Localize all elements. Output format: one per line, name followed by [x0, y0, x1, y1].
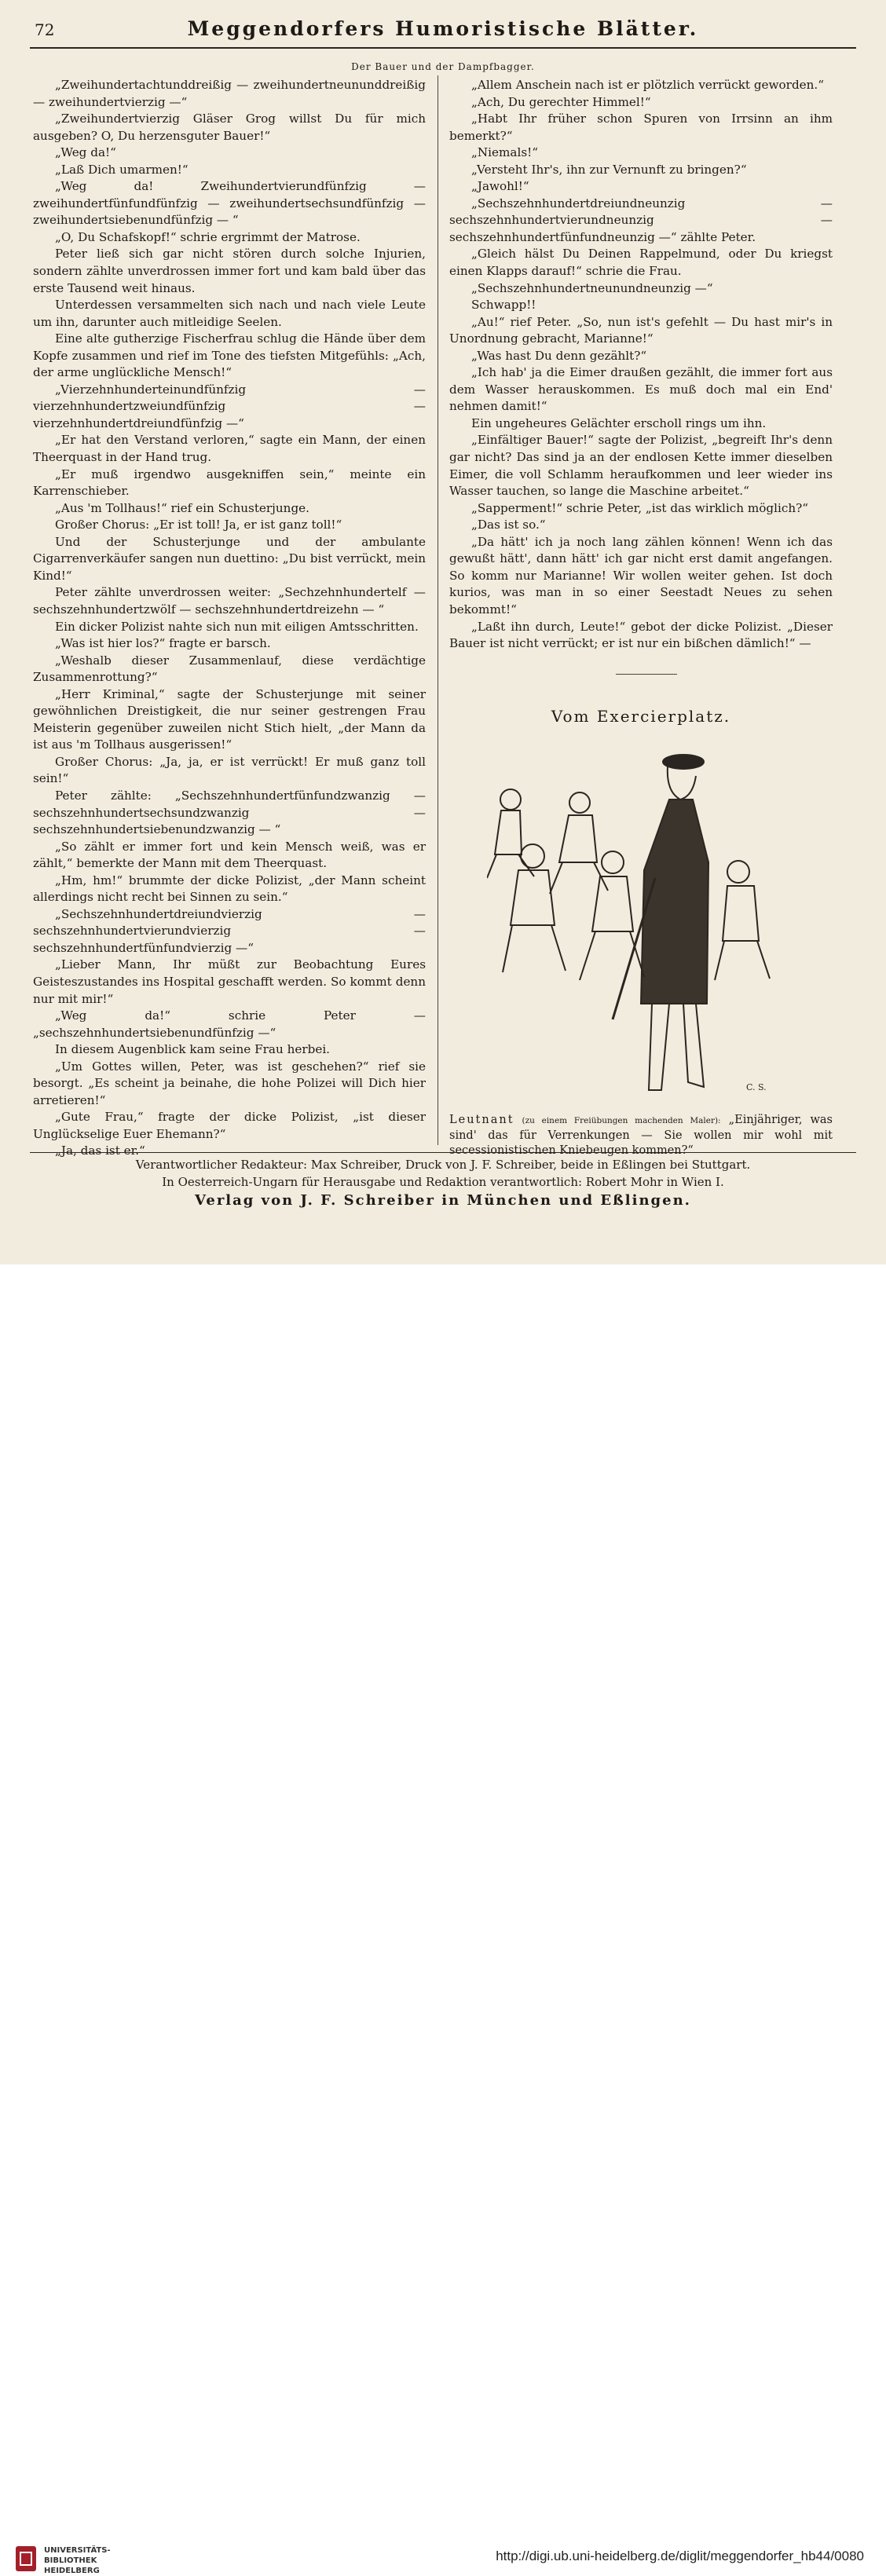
section-divider — [616, 674, 677, 675]
paragraph: „Er hat den Verstand verloren,“ sagte ein Mann, der einen Theerquast in der Hand trug. — [33, 433, 426, 465]
paragraph: Schwapp!! — [471, 298, 536, 313]
paragraph: Unterdessen versammelten sich nach und nach viele Leute um ihn, darunter auch mitleidige Seelen. — [33, 298, 426, 329]
university-seal-icon — [14, 2543, 38, 2574]
paragraph: „Niemals!“ — [471, 145, 538, 160]
svg-text:C. S.: C. S. — [746, 1082, 767, 1092]
paragraph: „Sechszehnhundertneunundneunzig —“ — [471, 280, 713, 295]
source-url-link[interactable]: http://digi.ub.uni-heidelberg.de/diglit/meggendorfer_hb44/0080 — [496, 2549, 864, 2563]
paragraph: „Habt Ihr früher schon Spuren von Irrsinn an ihm bemerkt?“ — [449, 112, 833, 143]
paragraph: Peter ließ sich gar nicht stören durch solche Injurien, sondern zählte unverdrossen immer fort und kam bald über das erste Tausend weit hinaus. — [33, 247, 426, 295]
paragraph: Großer Chorus: „Ja, ja, er ist verrückt! Er muß ganz toll sein!“ — [33, 754, 426, 786]
caption-speaker: Leutnant — [449, 1114, 514, 1126]
paragraph: „Er muß irgendwo ausgekniffen sein,“ meinte ein Karrenschieber. — [33, 467, 426, 499]
paragraph: „Weshalb dieser Zusammenlauf, diese verdächtige Zusammenrottung?“ — [33, 653, 426, 685]
paragraph: „Jawohl!“ — [471, 179, 529, 194]
paragraph: „O, Du Schafskopf!“ schrie ergrimmt der Matrose. — [55, 229, 361, 244]
paragraph: „Das ist so.“ — [471, 518, 546, 532]
paragraph: Peter zählte: „Sechszehnhundertfünfundzwanzig — sechszehnhundertsechsundzwanzig — sechszehnhundertsiebenundzwanzig — “ — [33, 788, 426, 837]
caption-text: „Einjähriger, was sind' das für Verrenkungen — Sie wollen mir wohl mit secessionistischen Kniebeugen kommen?“ — [449, 1114, 833, 1157]
library-name: UNIVERSITÄTS- BIBLIOTHEK HEIDELBERG — [44, 2546, 111, 2575]
page-sheet — [0, 0, 886, 1264]
paragraph: „Aus 'm Tollhaus!“ rief ein Schusterjunge. — [55, 500, 309, 515]
paragraph: Ein dicker Polizist nahte sich nun mit eiligen Amtsschritten. — [55, 619, 419, 634]
paragraph: „Zweihundertvierzig Gläser Grog willst Du für mich ausgeben? O, Du herzensguter Bauer!“ — [33, 112, 426, 143]
paragraph: „Zweihundertachtunddreißig — zweihundertneununddreißig — zweihundertvierzig —“ — [33, 78, 426, 109]
header-rule — [30, 47, 856, 49]
paragraph: Ein ungeheures Gelächter erscholl rings um ihn. — [471, 415, 767, 430]
paragraph: „Da hätt' ich ja noch lang zählen können! Wenn ich das gewußt hätt', dann hätt' ich gar nicht erst damit angefangen. So komm nur Marianne! Wir wollen weiter gehen. Ist doch kurios, was man in so einer Seestadt Neues zu sehen bekommt!“ — [449, 534, 833, 617]
paragraph: „Hm, hm!“ brummte der dicke Polizist, „der Mann scheint allerdings nicht recht bei Sinnen zu sein.“ — [33, 873, 426, 905]
paragraph: „Au!“ rief Peter. „So, nun ist's gefehlt — Du hast mir's in Unordnung gebracht, Marianne!“ — [449, 314, 833, 346]
paragraph: „Herr Kriminal,“ sagte der Schusterjunge mit seiner gewöhnlichen Dreistigkeit, die nur seiner gestrengen Frau Meisterin gegenüber zuweilen nicht Stich hielt, „der Mann da ist aus 'm Tollhaus ausgerissen!“ — [33, 686, 426, 752]
paragraph: „Gute Frau,“ fragte der dicke Polizist, „ist dieser Unglückselige Euer Ehemann?“ — [33, 1110, 426, 1141]
paragraph: „Ich hab' ja die Eimer draußen gezählt, die immer fort aus dem Wasser herauskommen. Es muß doch mal ein End' nehmen damit!“ — [449, 365, 833, 414]
paragraph: „Vierzehnhunderteinundfünfzig — vierzehnhundertzweiundfünfzig — vierzehnhundertdreiundfünfzig —“ — [33, 382, 426, 430]
footer-publisher-line: Verlag von J. F. Schreiber in München und Eßlingen. — [195, 1192, 691, 1209]
paragraph: Peter zählte unverdrossen weiter: „Sechzehnhundertelf — sechszehnhundertzwölf — sechszehnhundertdreizehn — “ — [33, 585, 426, 617]
right-column — [449, 77, 833, 690]
paragraph: „Sechszehnhundertdreiundvierzig — sechszehnhundertvierundvierzig — sechszehnhundertfünfundvierzig —“ — [33, 906, 426, 955]
caption-note: (zu einem Freiübungen machenden Maler): — [522, 1116, 721, 1125]
footer-editor-line: Verantwortlicher Redakteur: Max Schreiber, Druck von J. F. Schreiber, beide in Eßlingen bei Stuttgart. — [135, 1158, 751, 1172]
paragraph: „Was ist hier los?“ fragte er barsch. — [55, 636, 271, 651]
magazine-title: Meggendorfers Humoristische Blätter. — [187, 17, 699, 40]
paragraph: Eine alte gutherzige Fischerfrau schlug die Hände über dem Kopfe zusammen und rief im Tone des tiefsten Mitgefühls: „Ach, der arme unglückliche Mensch!“ — [33, 331, 426, 380]
page-number: 72 — [35, 20, 55, 39]
cartoon-illustration — [487, 745, 825, 1114]
paragraph: „Gleich hälst Du Deinen Rappelmund, oder Du kriegst einen Klapps darauf!“ schrie die Frau. — [449, 247, 833, 279]
paragraph: „Laß Dich umarmen!“ — [55, 162, 189, 177]
paragraph: Großer Chorus: „Er ist toll! Ja, er ist ganz toll!“ — [55, 518, 342, 532]
paragraph: „So zählt er immer fort und kein Mensch weiß, was er zählt,“ bemerkte der Mann mit dem Theerquast. — [33, 839, 426, 871]
library-bar — [0, 1264, 886, 2575]
paragraph: „Weg da! Zweihundertvierundfünfzig — zweihundertfünfundfünfzig — zweihundertsechsundfünfzig — zweihundertsiebenundfünfzig — “ — [33, 179, 426, 228]
paragraph: „Sechszehnhundertdreiundneunzig — sechszehnhundertvierundneunzig — sechszehnhundertfünfundneunzig —“ zählte Peter. — [449, 196, 833, 244]
paragraph: „Weg da!“ schrie Peter — „sechszehnhundertsiebenundfünfzig —“ — [33, 1008, 426, 1040]
paragraph: „Lieber Mann, Ihr müßt zur Beobachtung Eures Geisteszustandes ins Hospital geschafft werden. So kommt denn nur mit mir!“ — [33, 957, 426, 1006]
paragraph: In diesem Augenblick kam seine Frau herbei. — [55, 1042, 331, 1057]
paragraph: „Sapperment!“ schrie Peter, „ist das wirklich möglich?“ — [471, 500, 809, 515]
footer-rule — [30, 1152, 856, 1153]
paragraph: „Was hast Du denn gezählt?“ — [471, 348, 647, 363]
paragraph: „Allem Anschein nach ist er plötzlich verrückt geworden.“ — [471, 78, 825, 92]
illustration-title: Vom Exercierplatz. — [551, 707, 731, 726]
left-column — [33, 77, 426, 1158]
footer-austria-line: In Oesterreich-Ungarn für Herausgabe und Redaktion verantwortlich: Robert Mohr in Wien I. — [162, 1175, 724, 1189]
story-subtitle: Der Bauer und der Dampfbagger. — [351, 61, 535, 72]
paragraph: Und der Schusterjunge und der ambulante Cigarrenverkäufer sangen nun duettino: „Du bist verrückt, mein Kind!“ — [33, 534, 426, 583]
paragraph: „Einfältiger Bauer!“ sagte der Polizist, „begreift Ihr's denn gar nicht? Das sind ja an der endlosen Kette immer dieselben Eimer, die voll Schlamm heraufkommen und leer wieder ins Wasser tauchen, so lange die Maschine arbeitet.“ — [449, 433, 833, 499]
paragraph: „Versteht Ihr's, ihn zur Vernunft zu bringen?“ — [471, 162, 747, 177]
paragraph: „Ja, das ist er.“ — [55, 1143, 145, 1158]
paragraph: „Weg da!“ — [55, 145, 116, 160]
paragraph: „Um Gottes willen, Peter, was ist geschehen?“ rief sie besorgt. „Es scheint ja beinahe, die hohe Polizei will Dich hier arretieren!“ — [33, 1059, 426, 1107]
paragraph: „Ach, Du gerechter Himmel!“ — [471, 94, 651, 109]
paragraph: „Laßt ihn durch, Leute!“ gebot der dicke Polizist. „Dieser Bauer ist nicht verrückt; er ist nur ein bißchen dämlich!“ — — [449, 619, 833, 651]
